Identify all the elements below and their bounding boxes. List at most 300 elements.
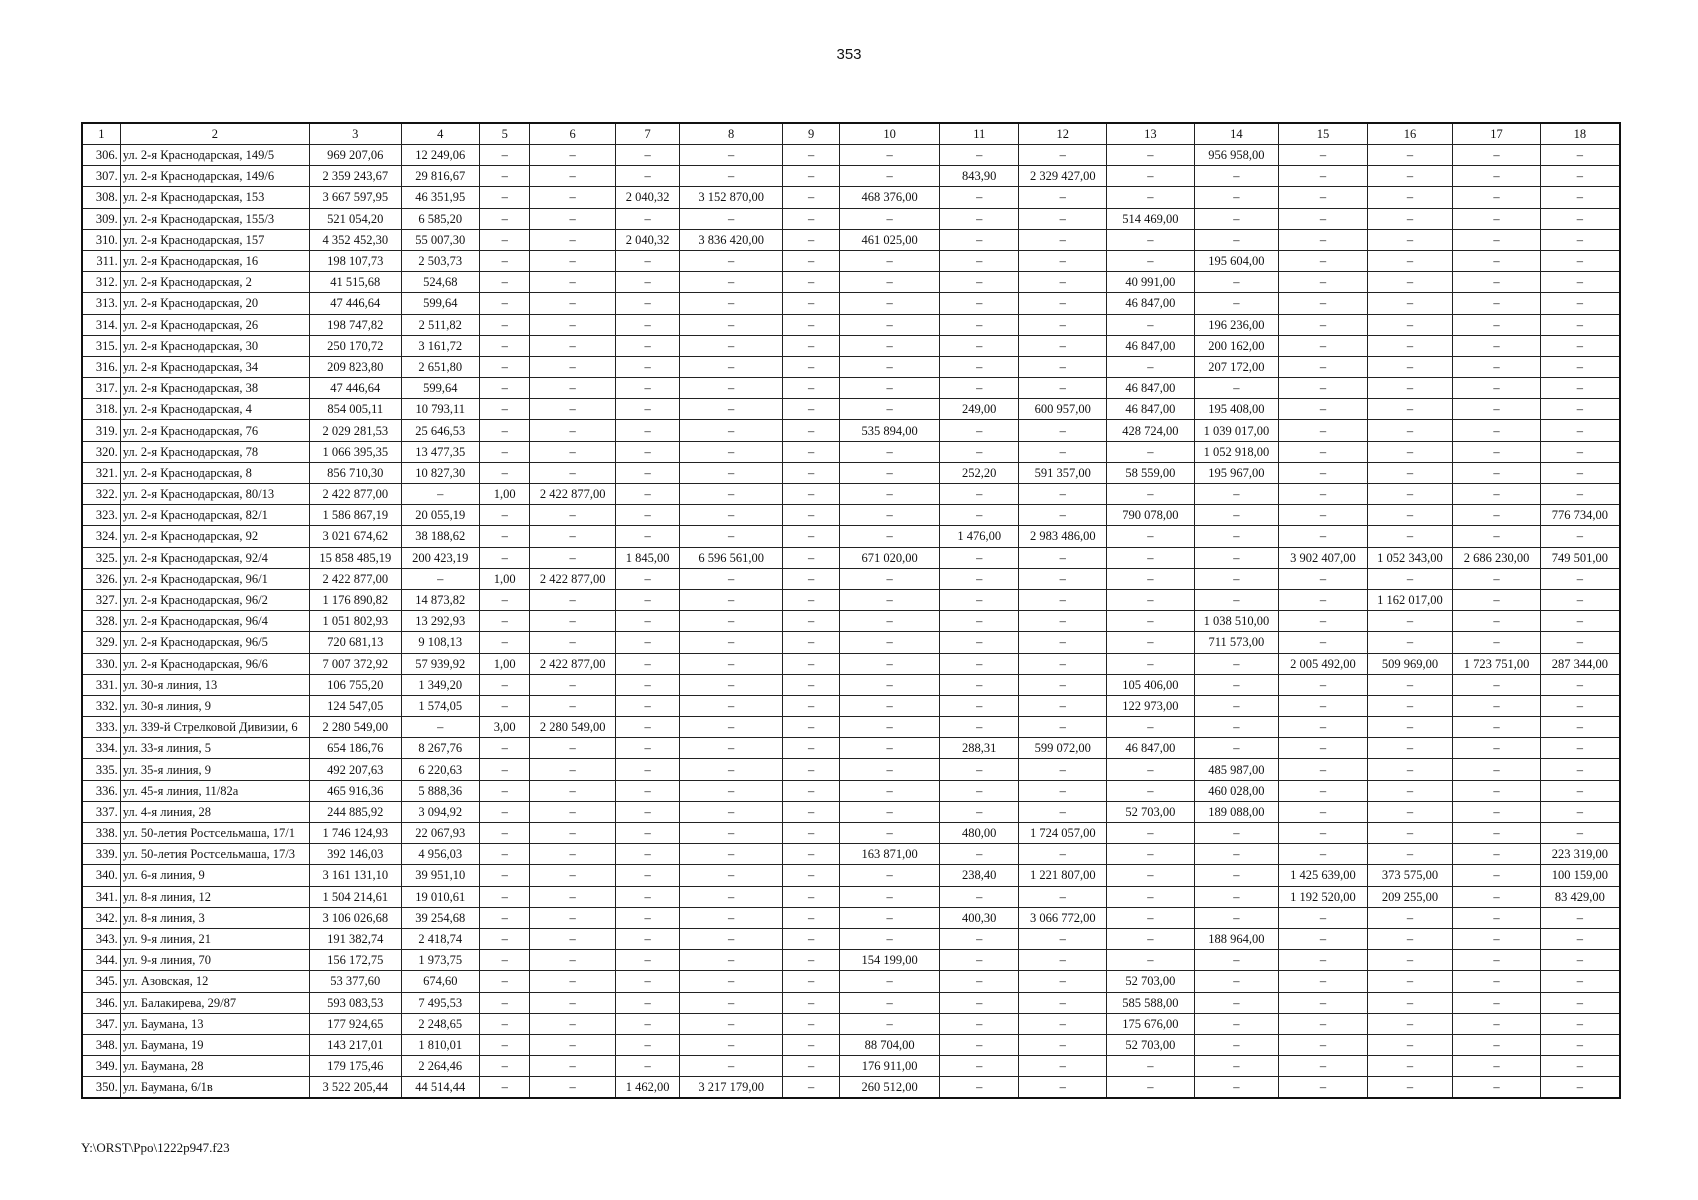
value-cell: 238,40 — [939, 865, 1019, 886]
value-cell: 156 172,75 — [309, 950, 401, 971]
value-cell: – — [782, 738, 839, 759]
value-cell: – — [1019, 293, 1107, 314]
value-cell: – — [530, 314, 616, 335]
value-cell: – — [1194, 272, 1279, 293]
value-cell: – — [1019, 1013, 1107, 1034]
address-cell: ул. 2-я Краснодарская, 149/5 — [120, 145, 309, 166]
value-cell: – — [680, 950, 783, 971]
table-row — [82, 1077, 1620, 1099]
value-cell: – — [530, 611, 616, 632]
address-cell: ул. 33-я линия, 5 — [120, 738, 309, 759]
row-number: 317. — [82, 378, 120, 399]
table-row — [82, 420, 1620, 441]
value-cell: 57 939,92 — [401, 653, 480, 674]
column-number: 8 — [680, 123, 783, 145]
value-cell: 509 969,00 — [1367, 653, 1453, 674]
value-cell: – — [939, 886, 1019, 907]
value-cell: – — [1540, 907, 1620, 928]
value-cell: – — [939, 335, 1019, 356]
table-row — [82, 759, 1620, 780]
value-cell: 373 575,00 — [1367, 865, 1453, 886]
value-cell: – — [1540, 208, 1620, 229]
column-number: 1 — [82, 123, 120, 145]
value-cell: – — [480, 632, 530, 653]
address-cell: ул. 50-летия Ростсельмаша, 17/3 — [120, 844, 309, 865]
value-cell: 2 005 492,00 — [1279, 653, 1368, 674]
value-cell: – — [1019, 547, 1107, 568]
value-cell: 196 236,00 — [1194, 314, 1279, 335]
row-number: 349. — [82, 1056, 120, 1077]
value-cell: – — [530, 801, 616, 822]
value-cell: – — [480, 547, 530, 568]
value-cell: 674,60 — [401, 971, 480, 992]
value-cell: – — [939, 1056, 1019, 1077]
value-cell: – — [840, 208, 940, 229]
value-cell: – — [1540, 971, 1620, 992]
value-cell: – — [1194, 823, 1279, 844]
value-cell: – — [480, 187, 530, 208]
value-cell: – — [530, 335, 616, 356]
value-cell: 1,00 — [480, 568, 530, 589]
value-cell: – — [615, 399, 679, 420]
value-cell: – — [782, 1013, 839, 1034]
value-cell: – — [840, 314, 940, 335]
value-cell: – — [1194, 717, 1279, 738]
value-cell: – — [1367, 462, 1453, 483]
value-cell: 191 382,74 — [309, 928, 401, 949]
address-cell: ул. Баумана, 6/1в — [120, 1077, 309, 1099]
address-cell: ул. Баумана, 28 — [120, 1056, 309, 1077]
value-cell: – — [782, 356, 839, 377]
value-cell: – — [1107, 844, 1195, 865]
value-cell: 1 038 510,00 — [1194, 611, 1279, 632]
value-cell: – — [680, 695, 783, 716]
table-row — [82, 378, 1620, 399]
value-cell: – — [1540, 441, 1620, 462]
table-row — [82, 229, 1620, 250]
value-cell: – — [1367, 314, 1453, 335]
value-cell: – — [782, 229, 839, 250]
value-cell: – — [530, 547, 616, 568]
value-cell: – — [615, 1013, 679, 1034]
value-cell: 461 025,00 — [840, 229, 940, 250]
value-cell: – — [401, 484, 480, 505]
value-cell: – — [1540, 801, 1620, 822]
value-cell: 2 422 877,00 — [309, 568, 401, 589]
value-cell: – — [782, 484, 839, 505]
value-cell: 591 357,00 — [1019, 462, 1107, 483]
value-cell: – — [615, 484, 679, 505]
table-row — [82, 950, 1620, 971]
value-cell: – — [1279, 250, 1368, 271]
value-cell: 599 072,00 — [1019, 738, 1107, 759]
value-cell: – — [615, 356, 679, 377]
value-cell: – — [939, 505, 1019, 526]
value-cell: – — [530, 208, 616, 229]
row-number: 337. — [82, 801, 120, 822]
row-number: 334. — [82, 738, 120, 759]
value-cell: – — [480, 356, 530, 377]
value-cell: – — [1453, 801, 1541, 822]
value-cell: – — [1019, 335, 1107, 356]
value-cell: – — [1453, 907, 1541, 928]
value-cell: – — [939, 356, 1019, 377]
value-cell: – — [782, 717, 839, 738]
value-cell: 2 422 877,00 — [309, 484, 401, 505]
value-cell: – — [680, 250, 783, 271]
value-cell: – — [1279, 229, 1368, 250]
value-cell: – — [1107, 653, 1195, 674]
value-cell: – — [782, 632, 839, 653]
value-cell: – — [1453, 950, 1541, 971]
value-cell: – — [1279, 314, 1368, 335]
value-cell: – — [1279, 378, 1368, 399]
value-cell: – — [1279, 717, 1368, 738]
value-cell: – — [1019, 420, 1107, 441]
value-cell: 252,20 — [939, 462, 1019, 483]
value-cell: – — [1019, 1034, 1107, 1055]
value-cell: – — [782, 928, 839, 949]
value-cell: – — [782, 801, 839, 822]
value-cell: – — [1540, 145, 1620, 166]
value-cell: – — [840, 717, 940, 738]
value-cell: 720 681,13 — [309, 632, 401, 653]
value-cell: 856 710,30 — [309, 462, 401, 483]
value-cell: – — [840, 971, 940, 992]
value-cell: 29 816,67 — [401, 166, 480, 187]
value-cell: – — [782, 823, 839, 844]
value-cell: – — [1194, 166, 1279, 187]
row-number: 344. — [82, 950, 120, 971]
value-cell: – — [840, 695, 940, 716]
value-cell: – — [1194, 992, 1279, 1013]
value-cell: – — [615, 950, 679, 971]
value-cell: – — [840, 484, 940, 505]
value-cell: – — [1453, 738, 1541, 759]
address-cell: ул. 9-я линия, 21 — [120, 928, 309, 949]
value-cell: – — [530, 1056, 616, 1077]
value-cell: 200 423,19 — [401, 547, 480, 568]
value-cell: – — [840, 928, 940, 949]
address-cell: ул. 2-я Краснодарская, 96/1 — [120, 568, 309, 589]
value-cell: – — [1453, 1034, 1541, 1055]
value-cell: – — [530, 780, 616, 801]
value-cell: 3 217 179,00 — [680, 1077, 783, 1099]
value-cell: – — [480, 505, 530, 526]
row-number: 348. — [82, 1034, 120, 1055]
address-cell: ул. 4-я линия, 28 — [120, 801, 309, 822]
value-cell: – — [530, 378, 616, 399]
address-cell: ул. 9-я линия, 70 — [120, 950, 309, 971]
table-row — [82, 526, 1620, 547]
value-cell: – — [939, 653, 1019, 674]
value-cell: – — [480, 272, 530, 293]
value-cell: 10 827,30 — [401, 462, 480, 483]
value-cell: – — [530, 886, 616, 907]
value-cell: – — [615, 166, 679, 187]
table-row — [82, 250, 1620, 271]
address-cell: ул. Баумана, 19 — [120, 1034, 309, 1055]
row-number: 332. — [82, 695, 120, 716]
value-cell: – — [680, 738, 783, 759]
value-cell: – — [615, 611, 679, 632]
value-cell: – — [939, 568, 1019, 589]
value-cell: – — [939, 187, 1019, 208]
value-cell: – — [782, 145, 839, 166]
value-cell: – — [1107, 1077, 1195, 1099]
value-cell: – — [840, 907, 940, 928]
value-cell: 39 951,10 — [401, 865, 480, 886]
value-cell: – — [840, 250, 940, 271]
value-cell: 969 207,06 — [309, 145, 401, 166]
value-cell: – — [615, 844, 679, 865]
value-cell: 3 161 131,10 — [309, 865, 401, 886]
value-cell: – — [1367, 399, 1453, 420]
value-cell: – — [1107, 780, 1195, 801]
address-cell: ул. 2-я Краснодарская, 30 — [120, 335, 309, 356]
value-cell: – — [1019, 505, 1107, 526]
value-cell: 2 422 877,00 — [530, 484, 616, 505]
value-cell: – — [1107, 314, 1195, 335]
value-cell: 2 280 549,00 — [309, 717, 401, 738]
value-cell: – — [1107, 145, 1195, 166]
value-cell: 599,64 — [401, 378, 480, 399]
value-cell: – — [939, 314, 1019, 335]
row-number: 338. — [82, 823, 120, 844]
row-number: 313. — [82, 293, 120, 314]
value-cell: – — [1540, 166, 1620, 187]
value-cell: – — [782, 1056, 839, 1077]
value-cell: – — [840, 568, 940, 589]
value-cell: – — [1367, 293, 1453, 314]
value-cell: – — [939, 420, 1019, 441]
value-cell: – — [1194, 1013, 1279, 1034]
row-number: 314. — [82, 314, 120, 335]
value-cell: 1 039 017,00 — [1194, 420, 1279, 441]
row-number: 312. — [82, 272, 120, 293]
table-row — [82, 674, 1620, 695]
value-cell: 1,00 — [480, 484, 530, 505]
value-cell: 460 028,00 — [1194, 780, 1279, 801]
value-cell: 189 088,00 — [1194, 801, 1279, 822]
value-cell: – — [840, 886, 940, 907]
value-cell: 790 078,00 — [1107, 505, 1195, 526]
value-cell: – — [1540, 1013, 1620, 1034]
value-cell: 52 703,00 — [1107, 1034, 1195, 1055]
value-cell: – — [939, 229, 1019, 250]
value-cell: – — [1367, 823, 1453, 844]
table-row — [82, 1013, 1620, 1034]
value-cell: – — [530, 759, 616, 780]
value-cell: 154 199,00 — [840, 950, 940, 971]
value-cell: – — [530, 865, 616, 886]
value-cell: – — [782, 378, 839, 399]
value-cell: – — [1367, 208, 1453, 229]
value-cell: 3 066 772,00 — [1019, 907, 1107, 928]
value-cell: – — [1194, 907, 1279, 928]
value-cell: – — [615, 145, 679, 166]
value-cell: 46 847,00 — [1107, 738, 1195, 759]
value-cell: – — [1453, 971, 1541, 992]
value-cell: – — [530, 992, 616, 1013]
address-cell: ул. 2-я Краснодарская, 20 — [120, 293, 309, 314]
value-cell: – — [615, 208, 679, 229]
value-cell: – — [1540, 229, 1620, 250]
column-number: 5 — [480, 123, 530, 145]
value-cell: – — [782, 865, 839, 886]
value-cell: 2 248,65 — [401, 1013, 480, 1034]
value-cell: – — [1453, 717, 1541, 738]
value-cell: 195 967,00 — [1194, 462, 1279, 483]
table-row — [82, 208, 1620, 229]
value-cell: 654 186,76 — [309, 738, 401, 759]
value-cell: – — [530, 674, 616, 695]
value-cell: 46 847,00 — [1107, 399, 1195, 420]
value-cell: – — [615, 695, 679, 716]
value-cell: – — [1367, 484, 1453, 505]
table-row — [82, 632, 1620, 653]
column-number: 4 — [401, 123, 480, 145]
address-cell: ул. 50-летия Ростсельмаша, 17/1 — [120, 823, 309, 844]
value-cell: – — [1019, 632, 1107, 653]
value-cell: – — [1540, 420, 1620, 441]
value-cell: – — [1453, 356, 1541, 377]
value-cell: 2 418,74 — [401, 928, 480, 949]
value-cell: – — [530, 971, 616, 992]
table-row — [82, 166, 1620, 187]
value-cell: – — [680, 1056, 783, 1077]
value-cell: 52 703,00 — [1107, 801, 1195, 822]
value-cell: 2 983 486,00 — [1019, 526, 1107, 547]
value-cell: – — [615, 1034, 679, 1055]
value-cell: 15 858 485,19 — [309, 547, 401, 568]
value-cell: – — [840, 399, 940, 420]
value-cell: – — [1367, 1034, 1453, 1055]
address-cell: ул. 2-я Краснодарская, 92/4 — [120, 547, 309, 568]
value-cell: – — [1279, 187, 1368, 208]
value-cell: – — [1540, 568, 1620, 589]
value-cell: – — [1107, 1056, 1195, 1077]
value-cell: – — [1453, 568, 1541, 589]
value-cell: 3 836 420,00 — [680, 229, 783, 250]
value-cell: – — [1540, 314, 1620, 335]
value-cell: – — [1019, 589, 1107, 610]
value-cell: – — [1194, 971, 1279, 992]
value-cell: – — [782, 674, 839, 695]
address-cell: ул. 2-я Краснодарская, 8 — [120, 462, 309, 483]
value-cell: – — [1194, 1077, 1279, 1099]
value-cell: – — [1279, 293, 1368, 314]
value-cell: – — [680, 928, 783, 949]
value-cell: – — [1194, 568, 1279, 589]
value-cell: – — [1279, 1013, 1368, 1034]
value-cell: – — [480, 441, 530, 462]
value-cell: 1 724 057,00 — [1019, 823, 1107, 844]
column-number: 16 — [1367, 123, 1453, 145]
value-cell: 2 040,32 — [615, 229, 679, 250]
value-cell: – — [680, 823, 783, 844]
value-cell: – — [1019, 886, 1107, 907]
value-cell: – — [615, 378, 679, 399]
address-cell: ул. 8-я линия, 3 — [120, 907, 309, 928]
value-cell: – — [680, 865, 783, 886]
value-cell: – — [1540, 738, 1620, 759]
column-number: 11 — [939, 123, 1019, 145]
value-cell: 6 596 561,00 — [680, 547, 783, 568]
value-cell: – — [939, 145, 1019, 166]
value-cell: – — [1453, 166, 1541, 187]
value-cell: – — [680, 632, 783, 653]
value-cell: – — [1107, 823, 1195, 844]
value-cell: – — [1019, 801, 1107, 822]
value-cell: – — [1194, 484, 1279, 505]
value-cell: 106 755,20 — [309, 674, 401, 695]
value-cell: – — [939, 759, 1019, 780]
value-cell: – — [939, 611, 1019, 632]
value-cell: 1,00 — [480, 653, 530, 674]
value-cell: – — [530, 1077, 616, 1099]
value-cell: – — [680, 992, 783, 1013]
value-cell: – — [1279, 1034, 1368, 1055]
value-cell: – — [782, 314, 839, 335]
value-cell: 428 724,00 — [1107, 420, 1195, 441]
value-cell: – — [782, 526, 839, 547]
value-cell: – — [480, 780, 530, 801]
value-cell: – — [782, 1077, 839, 1099]
value-cell: – — [1194, 229, 1279, 250]
value-cell: – — [680, 844, 783, 865]
value-cell: – — [840, 611, 940, 632]
value-cell: 6 220,63 — [401, 759, 480, 780]
value-cell: – — [1540, 335, 1620, 356]
value-cell: – — [680, 484, 783, 505]
value-cell: – — [530, 1013, 616, 1034]
value-cell: – — [1107, 717, 1195, 738]
value-cell: – — [480, 166, 530, 187]
value-cell: – — [480, 886, 530, 907]
value-cell: – — [840, 674, 940, 695]
value-cell: – — [939, 208, 1019, 229]
row-number: 333. — [82, 717, 120, 738]
value-cell: – — [1367, 611, 1453, 632]
value-cell: 22 067,93 — [401, 823, 480, 844]
value-cell: – — [530, 505, 616, 526]
value-cell: – — [1019, 971, 1107, 992]
value-cell: 2 329 427,00 — [1019, 166, 1107, 187]
value-cell: – — [530, 293, 616, 314]
value-cell: 956 958,00 — [1194, 145, 1279, 166]
value-cell: 179 175,46 — [309, 1056, 401, 1077]
value-cell: – — [1367, 674, 1453, 695]
value-cell: – — [1540, 462, 1620, 483]
value-cell: 249,00 — [939, 399, 1019, 420]
value-cell: 521 054,20 — [309, 208, 401, 229]
value-cell: – — [1540, 1077, 1620, 1099]
value-cell: – — [939, 971, 1019, 992]
value-cell: – — [1453, 314, 1541, 335]
value-cell: 3 106 026,68 — [309, 907, 401, 928]
value-cell: 105 406,00 — [1107, 674, 1195, 695]
value-cell: – — [480, 801, 530, 822]
table-row — [82, 505, 1620, 526]
value-cell: – — [1367, 505, 1453, 526]
value-cell: – — [1107, 886, 1195, 907]
value-cell: – — [939, 928, 1019, 949]
value-cell: – — [1540, 484, 1620, 505]
value-cell: – — [1107, 229, 1195, 250]
value-cell: – — [1279, 780, 1368, 801]
value-cell: – — [939, 801, 1019, 822]
